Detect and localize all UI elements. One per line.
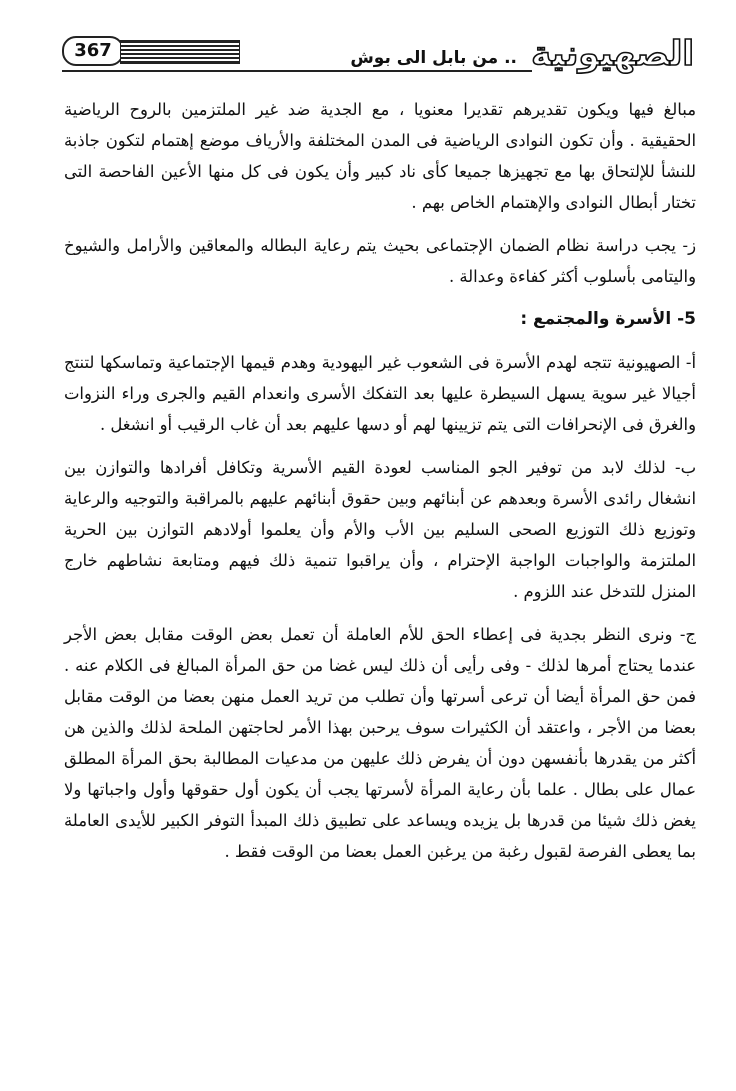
paragraph-ba: ب- لذلك لابد من توفير الجو المناسب لعودة القيم الأسرية وتكافل أفرادها والتوازن بين انشغال رائدى الأسرة وبعدهم عن أبنائهم وبين حقوق أبنائهم عليهم بالمراقبة والتوجيه والرعاية وتوزيع ذلك التوزيع الصحى السليم بين الأب والأم وأن يعلموا أولادهم التوازن بين الحرية الملتزمة والواجبات الواجبة الإحترام ، وأن يراقبوا تنمية ذلك فيهم ومتابعة نشاطهم خارج المنزل للتدخل عند اللزوم . <box>64 458 696 601</box>
paragraph-zay: ز- يجب دراسة نظام الضمان الإجتماعى بحيث يتم رعاية البطاله والمعاقين والأرامل والشيوخ واليتامى بأسلوب أكثر كفاءة وعدالة . <box>64 236 696 286</box>
flag-stripes-decoration <box>120 40 240 64</box>
page-header <box>62 30 694 88</box>
page-number: 367 <box>62 36 124 66</box>
book-subtitle: .. من بابل الى بوش <box>350 48 517 68</box>
paragraph-jim: ج- ونرى النظر بجدية فى إعطاء الحق للأم العاملة أن تعمل بعض الوقت مقابل بعض الأجر عندما يحتاج أمرها لذلك - وفى رأيى أن ذلك ليس غضا من حق المرأة المبالغ فى الكلام عنه . فمن حق المرأة أيضا أن ترعى أسرتها وأن تطلب من تريد العمل منهن بعضا من الوقت مقابل بعضا من الأجر ، واعتقد أن الكثيرات سوف يرحبن بهذا الأمر لحاجتهن الملحة لذلك والذين هن أكثر من يقدرها بأنفسهن دون أن يفرض ذلك عليهن من مدعيات المطالبة بحق المرأة المطلق عمال على بطال . علما بأن رعاية المرأة لأسرتها يجب أن يكون أول حقوقها وأول واجباتها ولا يغض ذلك شيئا من قدرها بل يزيده ويساعد على تطبيق ذلك المبدأ التوفر الكبير للأيدى العاملة بما يعطى الفرصة لقبول رغبة من يرغبن العمل بعضا من الوقت فقط . <box>64 625 696 861</box>
page-body <box>64 94 696 867</box>
section-heading: 5- الأسرة والمجتمع : <box>520 309 696 329</box>
paragraph-continuation: مبالغ فيها ويكون تقديرهم تقديرا معنويا ، مع الجدية ضد غير الملتزمين بالروح الرياضية الحقيقية . وأن تكون النوادى الرياضية فى المدن المختلفة والأرياف موضع إهتمام لتكون جاذبة للنشأ للإلتحاق بها مع تجهيزها جميعا كأى ناد كبير وأن يكون فى كل منها الأعين الفاحصة التى تختار أبطال النوادى والإهتمام الخاص بهم . <box>64 100 696 212</box>
book-title: الصهيونية <box>531 34 694 74</box>
paragraph-alif: أ- الصهيونية تتجه لهدم الأسرة فى الشعوب غير اليهودية وهدم قيمها الإجتماعية وتماسكها لتنتج أجيالا غير سوية يسهل السيطرة عليها بعد التفكك الأسرى وانعدام القيم والجرى وراء النزوات والغرق فى الإنحرافات التى يتم تزيينها لهم أو دسها عليهم بعد أن غاب الرقيب أو انشغل . <box>64 353 696 434</box>
header-rule <box>62 70 532 72</box>
